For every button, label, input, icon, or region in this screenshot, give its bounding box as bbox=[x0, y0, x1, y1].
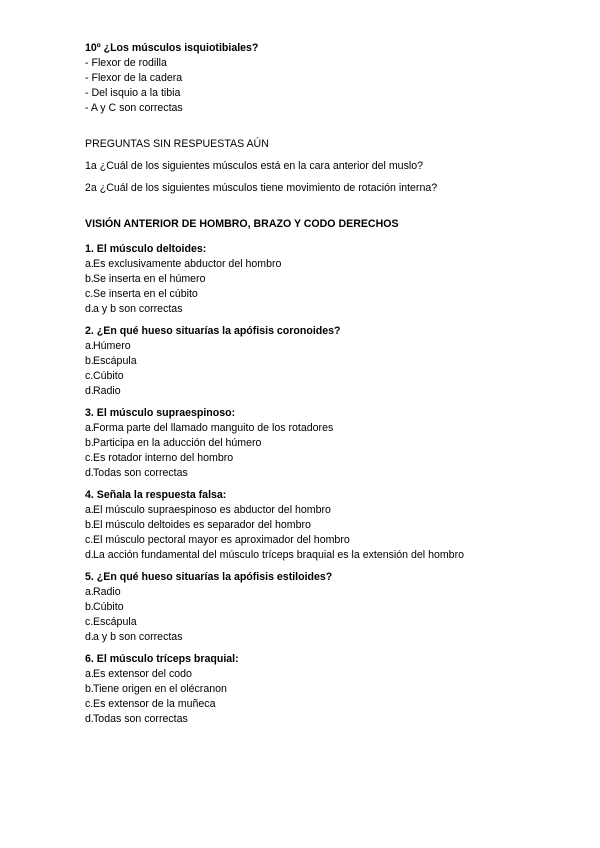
pending-item: 1a ¿Cuál de los siguientes músculos está en la cara anterior del muslo? bbox=[85, 160, 424, 172]
option-letter: b. bbox=[85, 601, 94, 613]
option-text: Todas son correctas bbox=[93, 713, 188, 725]
answer-option bbox=[85, 436, 585, 451]
question-1 bbox=[85, 242, 585, 317]
option-letter: d. bbox=[85, 713, 94, 725]
document-content bbox=[85, 41, 585, 727]
q10-option: - Flexor de la cadera bbox=[85, 72, 183, 84]
q10-option: - Del isquio a la tibia bbox=[85, 87, 181, 99]
option-letter: b. bbox=[85, 683, 94, 695]
option-text: El músculo supraespinoso es abductor del hombro bbox=[93, 504, 331, 516]
answer-option bbox=[85, 682, 585, 697]
option-text: Es extensor de la muñeca bbox=[93, 698, 216, 710]
option-text: Forma parte del llamado manguito de los rotadores bbox=[93, 422, 334, 434]
option-letter: c. bbox=[85, 288, 94, 300]
answer-option bbox=[85, 585, 585, 600]
answer-option bbox=[85, 600, 585, 615]
option-letter: a. bbox=[85, 504, 94, 516]
answer-option bbox=[85, 354, 585, 369]
option-text: Escápula bbox=[93, 355, 137, 367]
option-text: Tiene origen en el olécranon bbox=[93, 683, 227, 695]
option-letter: a. bbox=[85, 668, 94, 680]
answer-option bbox=[85, 630, 585, 645]
section-title: VISIÓN ANTERIOR DE HOMBRO, BRAZO Y CODO DERECHOS bbox=[85, 218, 399, 230]
answer-option bbox=[85, 548, 585, 563]
answer-option bbox=[85, 518, 585, 533]
option-text: Cúbito bbox=[93, 601, 124, 613]
option-letter: d. bbox=[85, 385, 94, 397]
option-letter: c. bbox=[85, 370, 94, 382]
option-text: a y b son correctas bbox=[93, 303, 183, 315]
answer-option bbox=[85, 697, 585, 712]
pending-heading: PREGUNTAS SIN RESPUESTAS AÚN bbox=[85, 138, 269, 150]
option-letter: c. bbox=[85, 616, 94, 628]
option-text: Es rotador interno del hombro bbox=[93, 452, 234, 464]
answer-option bbox=[85, 615, 585, 630]
option-letter: d. bbox=[85, 549, 94, 561]
option-text: Se inserta en el húmero bbox=[93, 273, 206, 285]
answer-option bbox=[85, 384, 585, 399]
option-text: Escápula bbox=[93, 616, 137, 628]
question-title: 1. El músculo deltoides: bbox=[85, 243, 207, 255]
pending-item: 2a ¿Cuál de los siguientes músculos tiene movimiento de rotación interna? bbox=[85, 182, 438, 194]
option-text: El músculo deltoides es separador del hombro bbox=[93, 519, 311, 531]
question-title: 4. Señala la respuesta falsa: bbox=[85, 489, 227, 501]
option-text: Cúbito bbox=[93, 370, 124, 382]
option-letter: b. bbox=[85, 519, 94, 531]
q10-option: - Flexor de rodilla bbox=[85, 57, 167, 69]
option-letter: d. bbox=[85, 303, 94, 315]
q10-option: - A y C son correctas bbox=[85, 102, 183, 114]
option-text: Húmero bbox=[93, 340, 131, 352]
answer-option bbox=[85, 503, 585, 518]
option-letter: a. bbox=[85, 340, 94, 352]
option-text: Todas son correctas bbox=[93, 467, 188, 479]
answer-option bbox=[85, 466, 585, 481]
question-title: 6. El músculo tríceps braquial: bbox=[85, 653, 239, 665]
option-letter: c. bbox=[85, 698, 94, 710]
question-5 bbox=[85, 570, 585, 645]
question-title: 3. El músculo supraespinoso: bbox=[85, 407, 236, 419]
option-text: Radio bbox=[93, 586, 121, 598]
answer-option bbox=[85, 667, 585, 682]
option-text: La acción fundamental del músculo tríceps braquial es la extensión del hombro bbox=[93, 549, 464, 561]
answer-option bbox=[85, 451, 585, 466]
option-letter: c. bbox=[85, 534, 94, 546]
question-4 bbox=[85, 488, 585, 563]
question-title: 2. ¿En qué hueso situarías la apófisis coronoides? bbox=[85, 325, 341, 337]
answer-option bbox=[85, 421, 585, 436]
option-text: El músculo pectoral mayor es aproximador del hombro bbox=[93, 534, 350, 546]
question-2 bbox=[85, 324, 585, 399]
q10-title: 10º ¿Los músculos isquiotibiales? bbox=[85, 42, 259, 54]
option-letter: a. bbox=[85, 258, 94, 270]
option-text: a y b son correctas bbox=[93, 631, 183, 643]
option-letter: c. bbox=[85, 452, 94, 464]
option-text: Radio bbox=[93, 385, 121, 397]
option-letter: d. bbox=[85, 631, 94, 643]
question-title: 5. ¿En qué hueso situarías la apófisis estiloides? bbox=[85, 571, 333, 583]
question-3 bbox=[85, 406, 585, 481]
option-letter: a. bbox=[85, 586, 94, 598]
option-letter: b. bbox=[85, 273, 94, 285]
answer-option bbox=[85, 302, 585, 317]
option-text: Es exclusivamente abductor del hombro bbox=[93, 258, 282, 270]
option-letter: b. bbox=[85, 355, 94, 367]
option-letter: b. bbox=[85, 437, 94, 449]
option-text: Se inserta en el cúbito bbox=[93, 288, 198, 300]
answer-option bbox=[85, 339, 585, 354]
answer-option bbox=[85, 369, 585, 384]
answer-option bbox=[85, 272, 585, 287]
option-text: Participa en la aducción del húmero bbox=[93, 437, 262, 449]
question-6 bbox=[85, 652, 585, 727]
answer-option bbox=[85, 287, 585, 302]
answer-option bbox=[85, 257, 585, 272]
answer-option bbox=[85, 533, 585, 548]
answer-option bbox=[85, 712, 585, 727]
option-text: Es extensor del codo bbox=[93, 668, 192, 680]
option-letter: d. bbox=[85, 467, 94, 479]
option-letter: a. bbox=[85, 422, 94, 434]
